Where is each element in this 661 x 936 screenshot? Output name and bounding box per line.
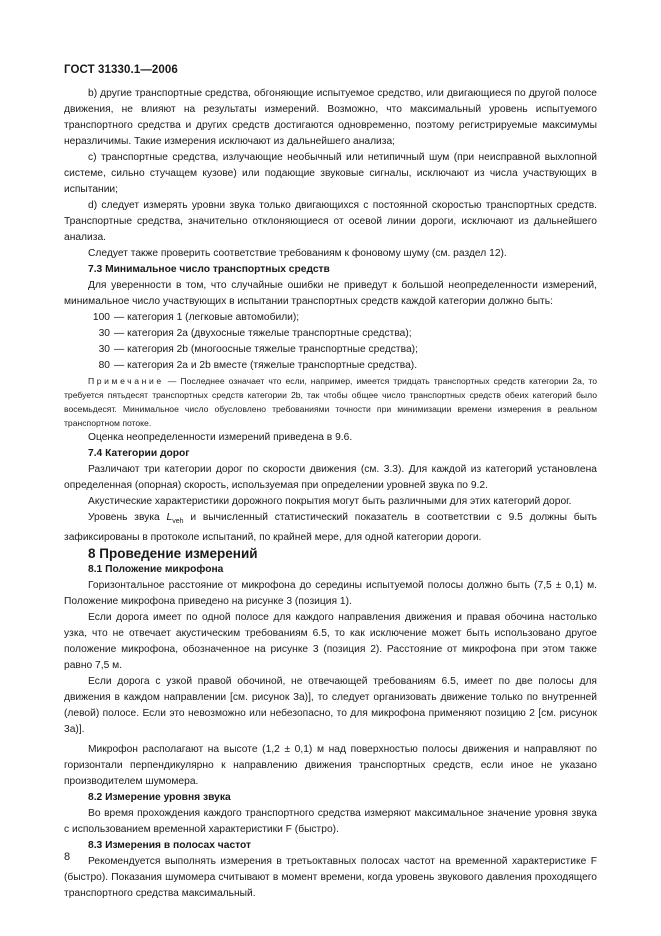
heading-7-3: 7.3 Минимальное число транспортных средств	[88, 264, 330, 275]
list-item-text: — категория 1 (легковые автомобили);	[114, 312, 300, 323]
heading-8-2: 8.2 Измерение уровня звука	[88, 792, 231, 804]
paragraph-7-4-3-end: и вычисленный статистический показатель в соответствии с 9.5 должны быть зафиксированы в протоколе испытаний, по крайней мере, для одной категории дороги.	[64, 512, 597, 544]
heading-8-1: 8.1 Положение микрофона	[88, 564, 224, 576]
document-body	[64, 86, 597, 902]
list-item	[88, 326, 597, 342]
list-item-count: 30	[98, 328, 110, 339]
list-item-count: 30	[98, 344, 110, 355]
paragraph-8-1-2: Если дорога имеет по одной полосе для каждого направления движения и правая обочина настолько узка, что не отвечает акустическим требованиям 6.5, то как исключение может быть использовано другое положение микрофона, обозначенное на рисунке 3 (позиция 2). Расстояние от микрофона при этом также равно 7,5 м.	[64, 612, 597, 672]
list-item-text: — категория 2b (многоосные тяжелые транспортные средства);	[114, 344, 418, 355]
heading-7-4: 7.4 Категории дорог	[88, 448, 190, 459]
section-heading-8: 8 Проведение измерений	[88, 546, 258, 562]
note-label: Примечание	[88, 376, 164, 386]
list-item	[88, 342, 597, 358]
list-item-count: 80	[98, 360, 110, 371]
note	[64, 374, 597, 430]
paragraph-8-1-3: Если дорога с узкой правой обочиной, не отвечающей требованиям 6.5, имеет по две полосы для движения в каждом направлении [см. рисунок 3a)], то следует организовать движение только по внутренней (левой) полосе. Если это невозможно или небезопасно, то для микрофона применяют позицию 2 [см. рисунок 3a)].	[64, 676, 597, 736]
paragraph-c: c) транспортные средства, излучающие необычный или нетипичный шум (при неисправной выхлопной системе, сильно стучащем кузове) или подающие звуковые сигналы, исключают из числа участвующих в испытании;	[64, 152, 597, 195]
paragraph-7-4-2: Акустические характеристики дорожного покрытия могут быть различными для этих категорий дорог.	[88, 496, 572, 507]
vehicle-count-list	[88, 310, 597, 374]
paragraph-8-2: Во время прохождения каждого транспортного средства измеряют максимальное значение уровня звука с использованием временной характеристики F (быстро).	[64, 808, 597, 836]
symbol-L: L	[166, 512, 173, 523]
symbol-subscript: veh	[172, 518, 184, 526]
paragraph-7-4-3	[64, 510, 597, 546]
list-item	[88, 358, 597, 374]
paragraph-b: b) другие транспортные средства, обгоняющие испытуемое средство, или двигающиеся по другой полосе движения, не влияют на результаты измерений. Возможно, что максимальный уровень испытуемого транспортного средства и других средств достигаются одновременно, поэтому регистрируемые максимумы неразличимы. Такие измерения исключают из дальнейшего анализа;	[64, 88, 597, 147]
standard-header: ГОСТ 31330.1—2006	[64, 64, 178, 76]
list-item-text: — категория 2a и 2b вместе (тяжелые транспортные средства).	[114, 360, 418, 371]
list-item-count: 100	[92, 312, 110, 323]
paragraph-d: d) следует измерять уровни звука только двигающихся с постоянной скоростью транспортных средств. Транспортные средства, значительно отклоняющиеся от осевой линии дороги, исключают из дальнейшего анализа.	[64, 200, 597, 243]
paragraph-8-3: Рекомендуется выполнять измерения в третьоктавных полосах частот на временной характеристике F (быстро). Показания шумомера считывают в момент времени, когда уровень звукового давления проходящего транспортного средства максимальный.	[64, 856, 597, 900]
paragraph-uncertainty: Оценка неопределенности измерений приведена в 9.6.	[88, 432, 353, 443]
heading-8-3: 8.3 Измерения в полосах частот	[88, 840, 252, 852]
page-number: 8	[64, 851, 71, 863]
paragraph-7-3: Для уверенности в том, что случайные ошибки не приведут к большой неопределенности измерений, минимальное число участвующих в испытании транспортных средств каждой категории должно быть:	[64, 280, 597, 307]
paragraph-7-4-3-start: Уровень звука	[88, 512, 167, 523]
paragraph-8-1-4: Микрофон располагают на высоте (1,2 ± 0,1) м над поверхностью полосы движения и направляют по горизонтали перпендикулярно к направлению движения транспортных средств, если иное не указано производителем шумомера.	[64, 744, 597, 788]
note-text: — Последнее означает что если, например, имеется тридцать транспортных средств категории 2a, то требуется пятьдесят транспортных средств категории 2b, так чтобы общее число транспортных средств обеих категорий было восемьдесят. Минимальное число обусловлено требованиями точности при минимизации времени измерения в реальном транспортном потоке.	[64, 376, 597, 428]
list-item	[88, 310, 597, 326]
paragraph-background-noise: Следует также проверить соответствие требованиям к фоновому шуму (см. раздел 12).	[88, 248, 507, 259]
paragraph-7-4-1: Различают три категории дорог по скорости движения (см. 3.3). Для каждой из категорий установлена определенная (опорная) скорость, используемая при определении уровней звука по 9.2.	[64, 464, 597, 491]
list-item-text: — категория 2a (двухосные тяжелые транспортные средства);	[114, 328, 412, 339]
paragraph-8-1-1: Горизонтальное расстояние от микрофона до середины испытуемой полосы должно быть (7,5 ± 0,1) м. Положение микрофона приведено на рисунке 3 (позиция 1).	[64, 580, 597, 608]
